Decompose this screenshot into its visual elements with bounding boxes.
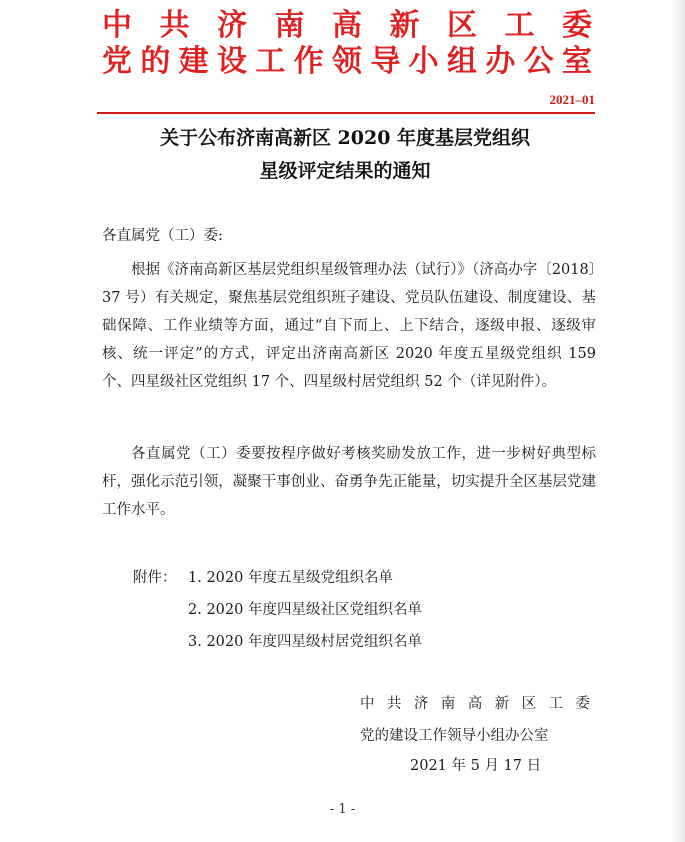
red-divider-line (97, 112, 595, 114)
body-paragraph-1: 根据《济南高新区基层党组织星级管理办法（试行）》（济高办字〔2018〕37 号）有关规定，聚焦基层党组织班子建设、党员队伍建设、制度建设、基础保障、工作业绩等方面，通过“自下而上、上下结合，逐级申报、逐级审核、统一评定”的方式，评定出济南高新区 2020 年度五星级党组织 159 个、四星级社区党组织 17 个、四星级村居党组织 52 个（详见附件）。 (102, 262, 596, 390)
issuer-header-line1: 中共济南高新区工委 (102, 8, 592, 43)
attachment-item-2: 2. 2020 年度四星级社区党组织名单 (188, 602, 422, 618)
page-number: - 1 - (329, 802, 356, 817)
attachment-item-1: 1. 2020 年度五星级党组织名单 (188, 570, 393, 586)
document-number: 2021–01 (549, 92, 595, 107)
body-paragraph-2: 各直属党（工）委要按程序做好考核奖励发放工作，进一步树好典型标杆，强化示范引领，凝聚干事创业、奋勇争先正能量，切实提升全区基层党建工作水平。 (102, 446, 596, 518)
signature-date: 2021 年 5 月 17 日 (410, 758, 542, 774)
issuer-header-line2: 党的建设工作领导小组办公室 (102, 44, 592, 79)
signature-org-line1: 中共济南高新区工委 (360, 696, 590, 712)
attachments-label: 附件： (133, 570, 177, 586)
signature-org-line2: 党的建设工作领导小组办公室 (360, 728, 549, 744)
notice-title-line2: 星级评定结果的通知 (259, 160, 431, 182)
page-edge-shadow (671, 0, 685, 842)
notice-title-line1: 关于公布济南高新区 2020 年度基层党组织 (159, 127, 531, 149)
attachment-item-3: 3. 2020 年度四星级村居党组织名单 (188, 634, 422, 650)
salutation: 各直属党（工）委: (102, 228, 223, 244)
